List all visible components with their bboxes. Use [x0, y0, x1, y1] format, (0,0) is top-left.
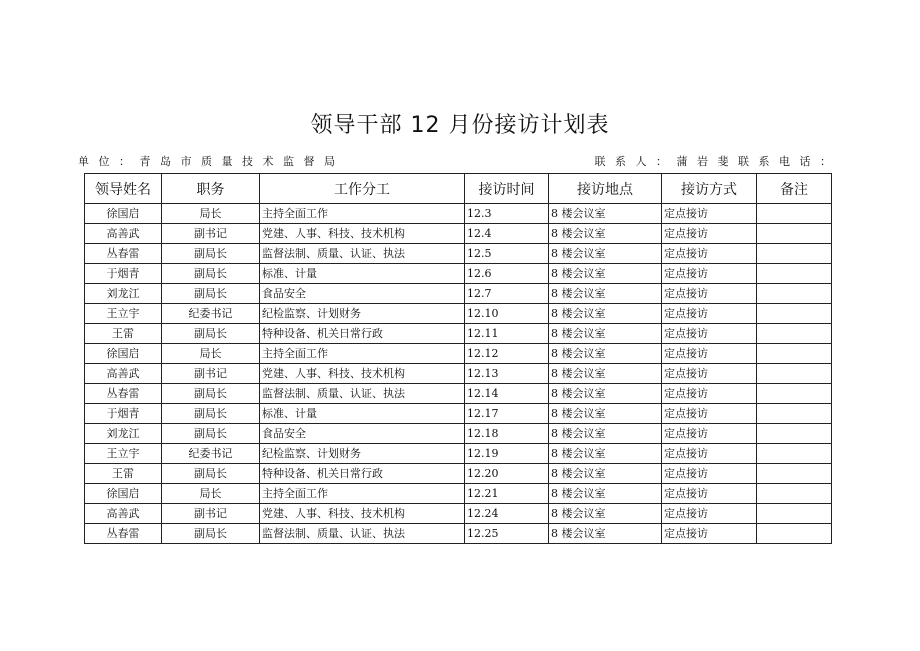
cell-reception-location: 8 楼会议室 — [549, 264, 662, 284]
cell-remarks — [757, 224, 832, 244]
cell-reception-method: 定点接访 — [662, 364, 757, 384]
cell-leader-name: 于烟青 — [85, 264, 162, 284]
cell-reception-method: 定点接访 — [662, 444, 757, 464]
cell-reception-time: 12.6 — [465, 264, 549, 284]
cell-responsibility: 特种设备、机关日常行政 — [260, 464, 465, 484]
cell-reception-location: 8 楼会议室 — [549, 404, 662, 424]
cell-reception-method: 定点接访 — [662, 344, 757, 364]
cell-reception-location: 8 楼会议室 — [549, 444, 662, 464]
cell-remarks — [757, 424, 832, 444]
cell-position: 副局长 — [162, 244, 260, 264]
cell-leader-name: 高善武 — [85, 364, 162, 384]
cell-position: 副局长 — [162, 524, 260, 544]
cell-position: 副书记 — [162, 364, 260, 384]
cell-reception-time: 12.3 — [465, 204, 549, 224]
contact-line: 联 系 人 ： 蒲 岩 斐 联 系 电 话 ： — [594, 155, 834, 168]
cell-remarks — [757, 204, 832, 224]
cell-leader-name: 王立宇 — [85, 304, 162, 324]
table-row — [85, 224, 832, 244]
cell-responsibility: 党建、人事、科技、技术机构 — [260, 224, 465, 244]
cell-reception-time: 12.21 — [465, 484, 549, 504]
cell-responsibility: 主持全面工作 — [260, 204, 465, 224]
cell-reception-method: 定点接访 — [662, 384, 757, 404]
cell-remarks — [757, 504, 832, 524]
table-row — [85, 344, 832, 364]
cell-reception-method: 定点接访 — [662, 484, 757, 504]
cell-position: 局长 — [162, 344, 260, 364]
cell-responsibility: 标准、计量 — [260, 404, 465, 424]
cell-reception-method: 定点接访 — [662, 504, 757, 524]
header-reception-method: 接访方式 — [662, 174, 757, 204]
cell-responsibility: 纪检监察、计划财务 — [260, 444, 465, 464]
cell-responsibility: 监督法制、质量、认证、执法 — [260, 524, 465, 544]
header-responsibility: 工作分工 — [260, 174, 465, 204]
cell-reception-time: 12.19 — [465, 444, 549, 464]
cell-reception-location: 8 楼会议室 — [549, 324, 662, 344]
cell-reception-method: 定点接访 — [662, 424, 757, 444]
cell-position: 局长 — [162, 484, 260, 504]
cell-responsibility: 监督法制、质量、认证、执法 — [260, 244, 465, 264]
cell-responsibility: 监督法制、质量、认证、执法 — [260, 384, 465, 404]
cell-remarks — [757, 324, 832, 344]
cell-reception-location: 8 楼会议室 — [549, 204, 662, 224]
header-position: 职务 — [162, 174, 260, 204]
cell-leader-name: 丛春雷 — [85, 524, 162, 544]
cell-position: 副书记 — [162, 504, 260, 524]
cell-reception-method: 定点接访 — [662, 304, 757, 324]
table-header-row — [85, 174, 832, 204]
cell-responsibility: 党建、人事、科技、技术机构 — [260, 504, 465, 524]
header-leader-name: 领导姓名 — [85, 174, 162, 204]
cell-leader-name: 徐国启 — [85, 344, 162, 364]
cell-remarks — [757, 484, 832, 504]
cell-reception-time: 12.13 — [465, 364, 549, 384]
cell-position: 副书记 — [162, 224, 260, 244]
cell-leader-name: 王立宇 — [85, 444, 162, 464]
table-row — [85, 524, 832, 544]
table-row — [85, 364, 832, 384]
cell-reception-method: 定点接访 — [662, 284, 757, 304]
cell-reception-time: 12.4 — [465, 224, 549, 244]
cell-responsibility: 主持全面工作 — [260, 344, 465, 364]
cell-remarks — [757, 404, 832, 424]
cell-reception-time: 12.11 — [465, 324, 549, 344]
cell-reception-location: 8 楼会议室 — [549, 424, 662, 444]
unit-line: 单 位 ： 青 岛 市 质 量 技 术 监 督 局 — [78, 155, 338, 168]
header-reception-location: 接访地点 — [549, 174, 662, 204]
table-row — [85, 204, 832, 224]
cell-position: 局长 — [162, 204, 260, 224]
cell-reception-time: 12.14 — [465, 384, 549, 404]
table-row — [85, 444, 832, 464]
reception-plan-table — [84, 173, 832, 544]
cell-reception-location: 8 楼会议室 — [549, 364, 662, 384]
header-reception-time: 接访时间 — [465, 174, 549, 204]
table-row — [85, 284, 832, 304]
header-remarks: 备注 — [757, 174, 832, 204]
cell-reception-method: 定点接访 — [662, 264, 757, 284]
cell-position: 副局长 — [162, 404, 260, 424]
cell-reception-location: 8 楼会议室 — [549, 224, 662, 244]
cell-position: 副局长 — [162, 284, 260, 304]
cell-responsibility: 党建、人事、科技、技术机构 — [260, 364, 465, 384]
cell-reception-time: 12.24 — [465, 504, 549, 524]
cell-leader-name: 刘龙江 — [85, 284, 162, 304]
cell-reception-location: 8 楼会议室 — [549, 384, 662, 404]
cell-leader-name: 徐国启 — [85, 484, 162, 504]
cell-responsibility: 纪检监察、计划财务 — [260, 304, 465, 324]
table-row — [85, 504, 832, 524]
cell-position: 副局长 — [162, 384, 260, 404]
cell-reception-method: 定点接访 — [662, 524, 757, 544]
cell-remarks — [757, 264, 832, 284]
cell-leader-name: 于烟青 — [85, 404, 162, 424]
table-body — [85, 204, 832, 544]
cell-reception-time: 12.10 — [465, 304, 549, 324]
cell-leader-name: 丛春雷 — [85, 384, 162, 404]
table-row — [85, 324, 832, 344]
cell-leader-name: 刘龙江 — [85, 424, 162, 444]
cell-reception-time: 12.12 — [465, 344, 549, 364]
cell-remarks — [757, 244, 832, 264]
cell-leader-name: 王雷 — [85, 464, 162, 484]
cell-remarks — [757, 384, 832, 404]
cell-reception-time: 12.20 — [465, 464, 549, 484]
table-row — [85, 304, 832, 324]
cell-position: 副局长 — [162, 424, 260, 444]
cell-position: 纪委书记 — [162, 304, 260, 324]
cell-reception-location: 8 楼会议室 — [549, 284, 662, 304]
cell-reception-method: 定点接访 — [662, 324, 757, 344]
cell-leader-name: 王雷 — [85, 324, 162, 344]
cell-reception-location: 8 楼会议室 — [549, 464, 662, 484]
cell-reception-time: 12.25 — [465, 524, 549, 544]
cell-responsibility: 主持全面工作 — [260, 484, 465, 504]
table-row — [85, 244, 832, 264]
cell-reception-time: 12.7 — [465, 284, 549, 304]
cell-reception-time: 12.18 — [465, 424, 549, 444]
table-row — [85, 484, 832, 504]
cell-reception-method: 定点接访 — [662, 204, 757, 224]
cell-remarks — [757, 304, 832, 324]
cell-responsibility: 标准、计量 — [260, 264, 465, 284]
table-row — [85, 384, 832, 404]
cell-remarks — [757, 464, 832, 484]
cell-reception-method: 定点接访 — [662, 244, 757, 264]
cell-reception-method: 定点接访 — [662, 224, 757, 244]
cell-position: 副局长 — [162, 264, 260, 284]
page-title: 领导干部 12 月份接访计划表 — [310, 113, 610, 138]
cell-remarks — [757, 364, 832, 384]
cell-leader-name: 丛春雷 — [85, 244, 162, 264]
cell-reception-location: 8 楼会议室 — [549, 524, 662, 544]
cell-reception-location: 8 楼会议室 — [549, 244, 662, 264]
cell-remarks — [757, 524, 832, 544]
cell-position: 副局长 — [162, 464, 260, 484]
cell-leader-name: 高善武 — [85, 504, 162, 524]
cell-responsibility: 特种设备、机关日常行政 — [260, 324, 465, 344]
cell-remarks — [757, 284, 832, 304]
cell-leader-name: 高善武 — [85, 224, 162, 244]
cell-reception-method: 定点接访 — [662, 464, 757, 484]
cell-reception-location: 8 楼会议室 — [549, 484, 662, 504]
cell-remarks — [757, 344, 832, 364]
cell-leader-name: 徐国启 — [85, 204, 162, 224]
cell-position: 副局长 — [162, 324, 260, 344]
cell-reception-location: 8 楼会议室 — [549, 344, 662, 364]
cell-reception-method: 定点接访 — [662, 404, 757, 424]
table-row — [85, 424, 832, 444]
cell-position: 纪委书记 — [162, 444, 260, 464]
table-row — [85, 464, 832, 484]
cell-remarks — [757, 444, 832, 464]
cell-responsibility: 食品安全 — [260, 284, 465, 304]
cell-responsibility: 食品安全 — [260, 424, 465, 444]
cell-reception-time: 12.17 — [465, 404, 549, 424]
cell-reception-location: 8 楼会议室 — [549, 304, 662, 324]
cell-reception-time: 12.5 — [465, 244, 549, 264]
cell-reception-location: 8 楼会议室 — [549, 504, 662, 524]
table-row — [85, 404, 832, 424]
table-row — [85, 264, 832, 284]
